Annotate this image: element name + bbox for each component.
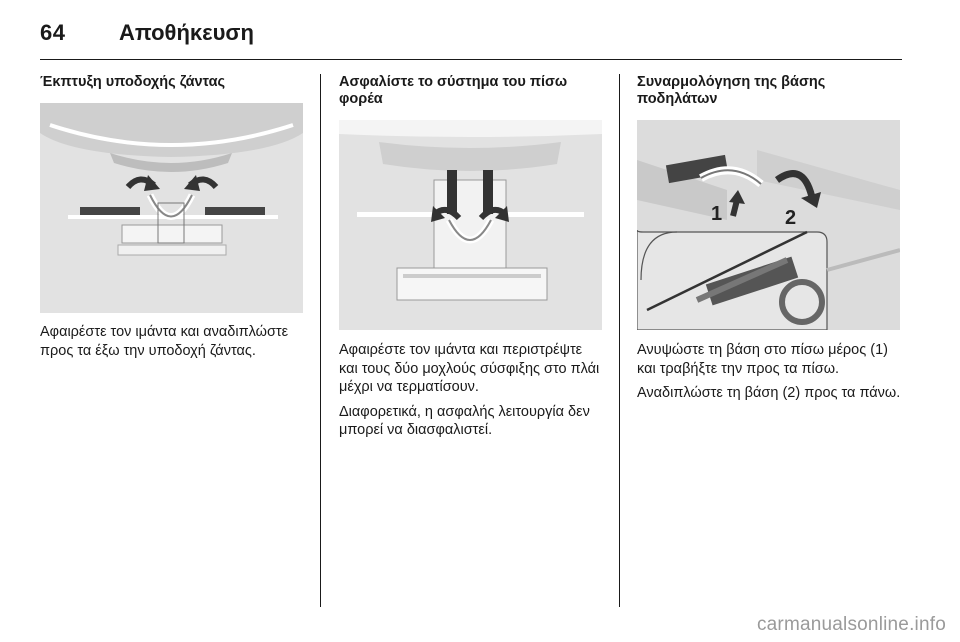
page-title: Αποθήκευση <box>119 20 254 45</box>
instruction-text: Ανυψώστε τη βάση στο πίσω μέρος (1) και τραβήξτε την προς τα πίσω. <box>637 342 888 377</box>
illustration-lock-carrier <box>339 120 602 330</box>
column-divider-1 <box>320 74 321 607</box>
page-number: 64 <box>40 20 66 45</box>
instruction-text: Αναδιπλώστε τη βάση (2) προς τα πάνω. <box>637 385 901 401</box>
section-lock-carrier <box>339 74 604 440</box>
section-wheel-holder <box>40 74 305 360</box>
figure-label-1: 1 <box>711 203 723 225</box>
illustration-wheel-holder <box>40 103 303 313</box>
header-rule <box>40 59 902 60</box>
section-heading: Έκπτυξη υποδοχής ζάντας <box>40 74 226 90</box>
watermark: carmanualsonline.info <box>756 614 946 635</box>
section-bike-mount <box>637 74 902 403</box>
instruction-text: Αφαιρέστε τον ιμάντα και αναδιπλώστε προς τα έξω την υποδοχή ζάντας. <box>40 324 289 359</box>
instruction-text: Αφαιρέστε τον ιμάντα και περιστρέψτε και τους δύο μοχλούς σύσφιξης στο πλάι μέχρι να τερματίσουν. <box>339 342 600 395</box>
section-heading: Συναρμολόγηση της βάσης ποδηλάτων <box>637 74 826 107</box>
column-divider-2 <box>619 74 620 607</box>
figure-label-2: 2 <box>785 207 797 229</box>
illustration-bike-mount <box>637 120 900 330</box>
warning-text: Διαφορετικά, η ασφαλής λειτουργία δεν μπορεί να διασφαλιστεί. <box>339 403 590 438</box>
section-heading: Ασφαλίστε το σύστημα του πίσω φορέα <box>339 74 568 107</box>
